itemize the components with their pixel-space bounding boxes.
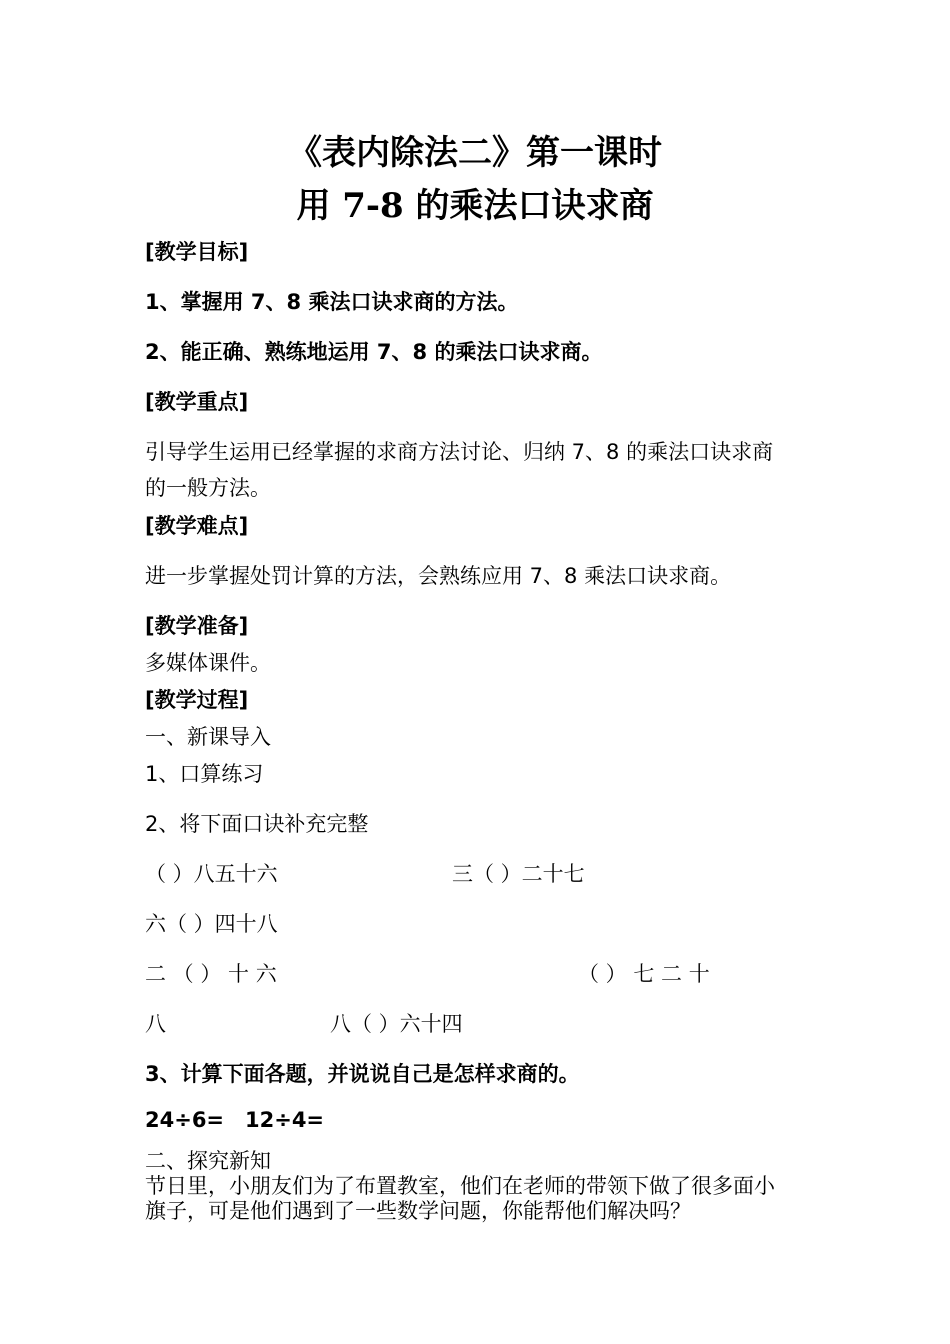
- goal-1: 1、掌握用 7、8 乘法口诀求商的方法。: [145, 290, 519, 314]
- key-line-2: 的一般方法。: [145, 476, 271, 500]
- story-line-1: 节日里，小朋友们为了布置教室，他们在老师的带领下做了很多面小: [145, 1174, 775, 1198]
- fill-item-5a: 八: [145, 1012, 166, 1036]
- prep-heading: [教学准备]: [145, 614, 249, 638]
- fill-item-2: 三（ ）二十七: [452, 862, 585, 886]
- difficulty-heading: [教学难点]: [145, 514, 249, 538]
- calc-1: 24÷6=: [145, 1108, 225, 1132]
- prep-text: 多媒体课件。: [145, 651, 271, 675]
- fill-item-1: （ ）八五十六: [145, 862, 278, 886]
- step-3: 3、计算下面各题，并说说自己是怎样求商的。: [145, 1062, 580, 1086]
- calc-2: 12÷4=: [245, 1108, 325, 1132]
- difficulty-text: 进一步掌握处罚计算的方法，会熟练应用 7、8 乘法口诀求商。: [145, 564, 732, 588]
- story-line-2: 旗子，可是他们遇到了一些数学问题，你能帮他们解决吗？: [145, 1199, 691, 1223]
- part2-heading: 二、探究新知: [145, 1149, 271, 1173]
- fill-item-3: 六（ ）四十八: [145, 912, 278, 936]
- step-2: 2、将下面口诀补充完整: [145, 812, 369, 836]
- key-heading: [教学重点]: [145, 390, 249, 414]
- page-subtitle: 用 7-8 的乘法口诀求商: [296, 186, 654, 226]
- goal-2: 2、能正确、熟练地运用 7、8 的乘法口诀求商。: [145, 340, 603, 364]
- fill-item-5b: 八（ ）六十四: [330, 1012, 463, 1036]
- fill-item-4a: 二 （ ） 十 六: [145, 962, 277, 986]
- goals-heading: [教学目标]: [145, 240, 249, 264]
- fill-item-4b: （ ） 七 二 十: [578, 962, 710, 986]
- process-heading: [教学过程]: [145, 688, 249, 712]
- key-line-1: 引导学生运用已经掌握的求商方法讨论、归纳 7、8 的乘法口诀求商: [145, 440, 774, 464]
- part1-heading: 一、新课导入: [145, 725, 271, 749]
- page-title: 《表内除法二》第一课时: [288, 133, 662, 173]
- step-1: 1、口算练习: [145, 762, 264, 786]
